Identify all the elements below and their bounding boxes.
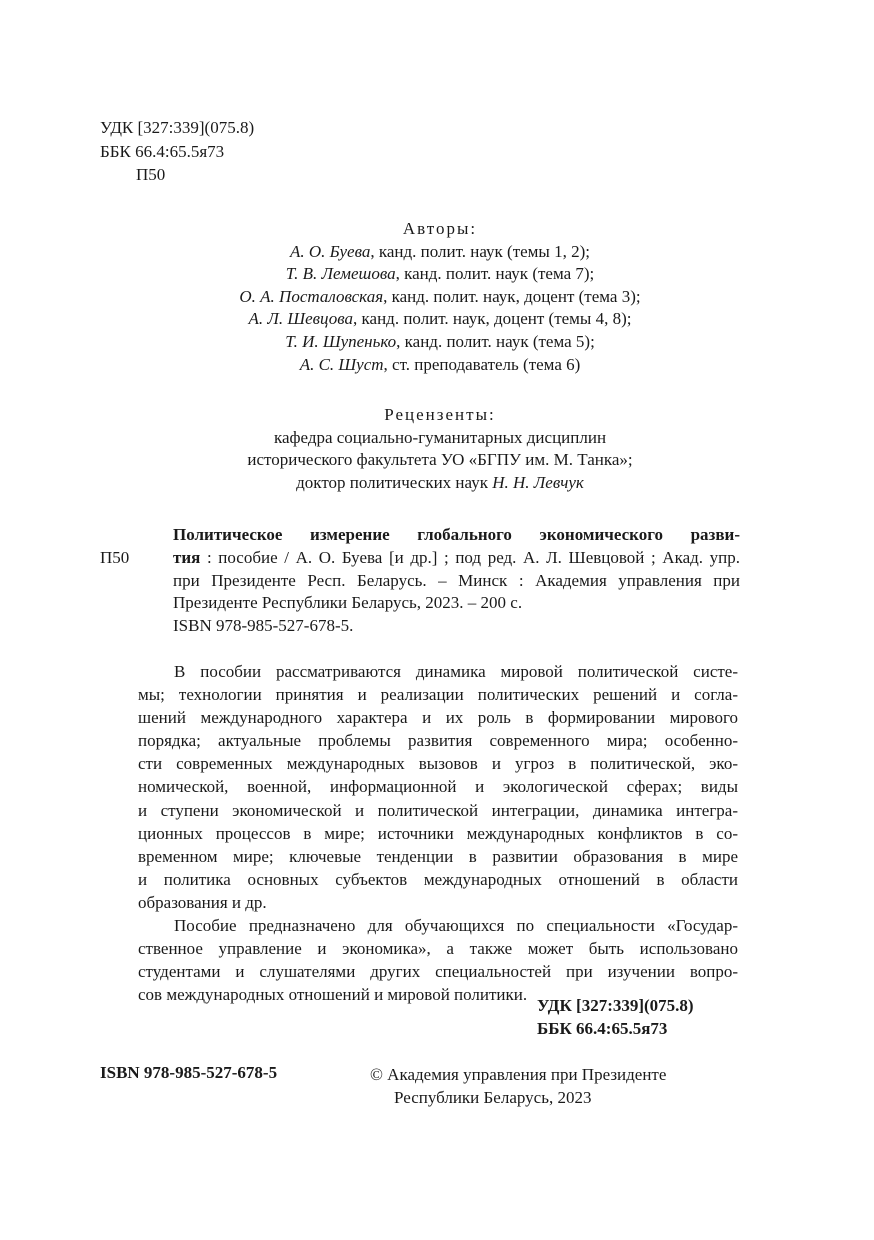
abstract-line: и политика основных субъектов международных отношений в области bbox=[138, 869, 738, 889]
reviewers-heading: Рецензенты: bbox=[384, 405, 496, 424]
entry-isbn: ISBN 978-985-527-678-5. bbox=[173, 616, 354, 636]
reviewer-line: кафедра социально-гуманитарных дисциплин bbox=[273, 427, 607, 447]
author-info: , канд. полит. наук (тема 7); bbox=[395, 264, 595, 284]
abstract-line: ственное управление и экономика», а также может быть использовано bbox=[138, 939, 738, 959]
author-mark: П50 bbox=[136, 165, 166, 184]
author-info: , ст. преподаватель (тема 6) bbox=[383, 354, 581, 374]
copyright-line: Республики Беларусь, 2023 bbox=[394, 1088, 592, 1107]
author-line bbox=[120, 308, 760, 331]
entry-line bbox=[100, 547, 740, 570]
authors-heading: Авторы: bbox=[402, 219, 478, 238]
bbk-code: ББК 66.4:65.5я73 bbox=[100, 141, 225, 161]
abstract-line: студентами и слушателями других специальностей при изучении вопро- bbox=[138, 962, 738, 982]
abstract-line: номической, военной, информационной и экологической сферах; виды bbox=[138, 777, 738, 797]
abstract-line: мы; технологии принятия и реализации политических решений и согла- bbox=[138, 685, 738, 705]
reviewer-degree: доктор политических наук bbox=[296, 472, 493, 492]
entry-title-end: тия bbox=[173, 547, 201, 567]
bbk-code: ББК 66.4:65.5я73 bbox=[537, 1019, 668, 1038]
abstract-line: В пособии рассматриваются динамика мировой политической систе- bbox=[174, 662, 738, 681]
author-name: О. А. Посталовская bbox=[239, 286, 384, 306]
abstract-line: порядка; актуальные проблемы развития современного мира; особенно- bbox=[138, 731, 738, 751]
author-name: А. О. Буева bbox=[290, 241, 371, 261]
author-name: А. С. Шуст bbox=[299, 354, 384, 374]
abstract-paragraph-2 bbox=[138, 914, 738, 1006]
entry-line: при Президенте Респ. Беларусь. – Минск : Академия управления при bbox=[173, 570, 740, 590]
author-line bbox=[120, 354, 760, 377]
entry-line: Президенте Республики Беларусь, 2023. – 200 с. bbox=[173, 593, 523, 613]
abstract-line: сов международных отношений и мировой политики. bbox=[138, 985, 528, 1005]
bibliographic-entry bbox=[100, 524, 740, 638]
entry-author-mark: П50 bbox=[100, 547, 130, 567]
author-name: Т. В. Лемешова bbox=[285, 264, 396, 284]
author-line bbox=[120, 263, 760, 286]
abstract-line: ционных процессов в мире; источники международных конфликтов в со- bbox=[138, 823, 738, 843]
reviewers-block bbox=[120, 404, 760, 494]
author-info: , канд. полит. наук (темы 1, 2); bbox=[370, 241, 590, 261]
copyright-holder: Академия управления при Президенте bbox=[387, 1065, 667, 1084]
abstract-line: Пособие предназначено для обучающихся по специальности «Государ- bbox=[174, 916, 738, 936]
abstract-line: шений международного характера и их роль в формировании мирового bbox=[138, 708, 738, 728]
authors-block bbox=[120, 218, 760, 376]
abstract-line: сти современных международных вызовов и угроз в политической, эко- bbox=[138, 754, 738, 774]
copyright-symbol: © bbox=[370, 1065, 383, 1084]
author-line bbox=[120, 286, 760, 309]
reviewer-line bbox=[120, 472, 760, 495]
author-name: Т. И. Шупенько bbox=[285, 331, 397, 351]
author-info: , канд. полит. наук, доцент (темы 4, 8); bbox=[353, 309, 632, 329]
abstract-line: образования и др. bbox=[138, 892, 267, 912]
udk-code: УДК [327:339](075.8) bbox=[537, 996, 694, 1015]
closing-codes bbox=[537, 994, 694, 1040]
author-info: , канд. полит. наук, доцент (тема 3); bbox=[383, 286, 641, 306]
author-name: А. Л. Шевцова bbox=[248, 309, 354, 329]
copyright-block bbox=[370, 1063, 666, 1109]
abstract-paragraph-1 bbox=[138, 660, 738, 914]
copyright-line bbox=[370, 1063, 666, 1086]
author-line bbox=[120, 241, 760, 264]
library-codes bbox=[100, 116, 254, 187]
author-line bbox=[120, 331, 760, 354]
abstract-line: и ступени экономической и политической интеграции, динамика интегра- bbox=[138, 800, 738, 820]
author-info: , канд. полит. наук (тема 5); bbox=[396, 331, 595, 351]
entry-responsibility: : пособие / А. О. Буева [и др.] ; под ред. А. Л. Шевцовой ; Акад. упр. bbox=[200, 547, 740, 567]
entry-title: Политическое измерение глобального экономического разви- bbox=[173, 525, 740, 544]
reviewer-line: исторического факультета УО «БГПУ им. М. Танка»; bbox=[247, 450, 633, 470]
abstract bbox=[138, 660, 738, 1006]
udk-code: УДК [327:339](075.8) bbox=[100, 118, 255, 137]
reviewer-name: Н. Н. Левчук bbox=[492, 472, 584, 492]
footer-isbn: ISBN 978-985-527-678-5 bbox=[100, 1063, 278, 1082]
abstract-line: временном мире; ключевые тенденции в развитии образования в мире bbox=[138, 846, 738, 866]
